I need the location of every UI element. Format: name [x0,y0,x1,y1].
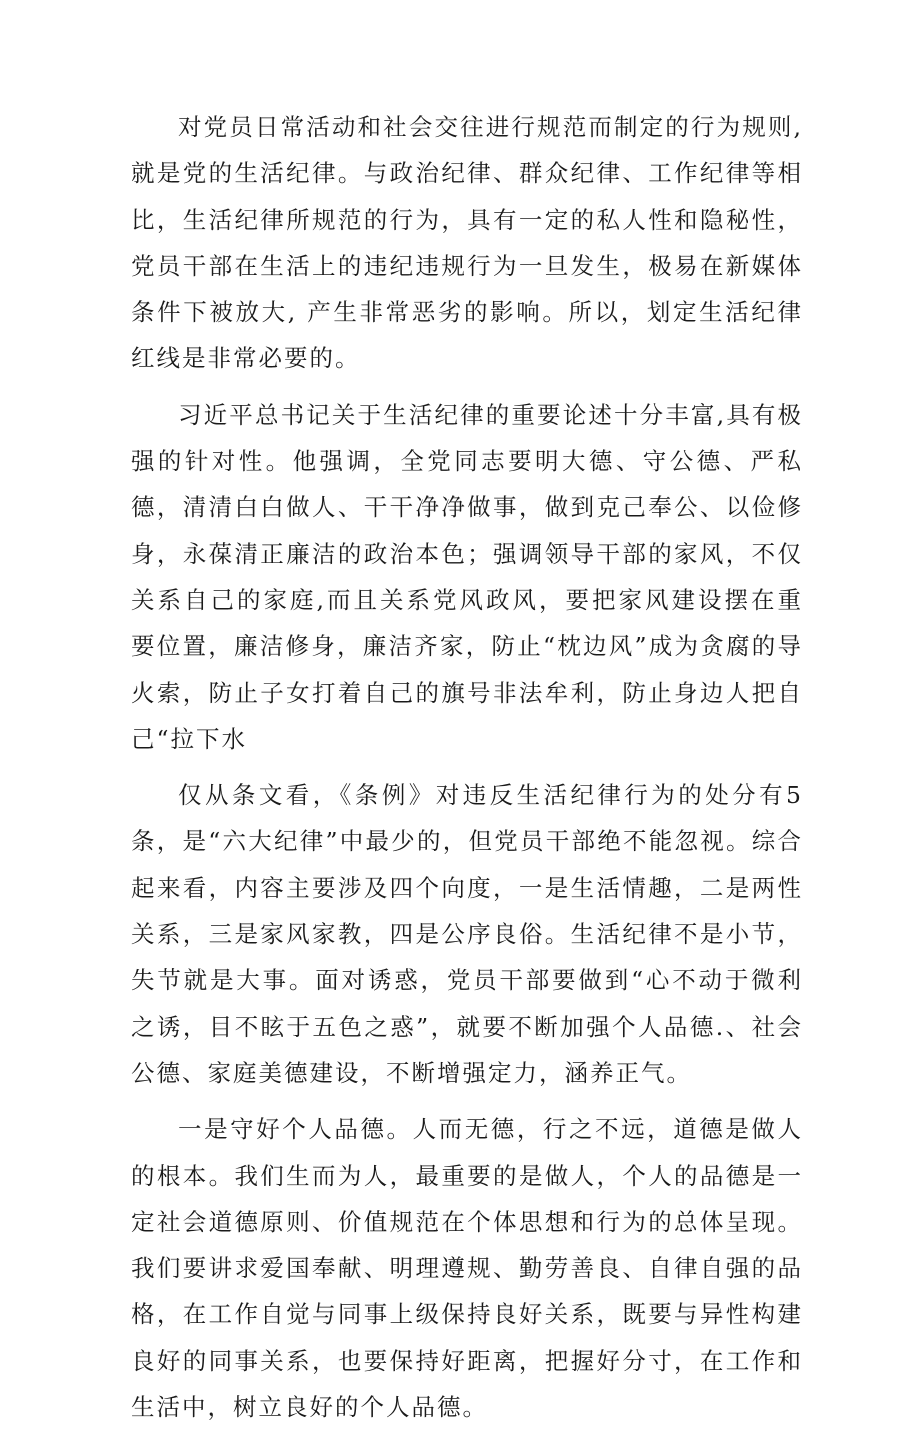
paragraph-xi-remarks: 习近平总书记关于生活纪律的重要论述十分丰富,具有极强的针对性。他强调，全党同志要明大德、守公德、严私德，清清白白做人、干干净净做事，做到克己奉公、以俭修身，永葆清正廉洁的政治本色；强调领导干部的家风，不仅关系自己的家庭,而且关系党风政风，要把家风建设摆在重要位置，廉洁修身，廉洁齐家，防止“枕边风”成为贪腐的导火索，防止子女打着自己的旗号非法牟利，防止身边人把自己“拉下水 [131,400,803,753]
paragraph-regulation-articles: 仅从条文看，《条例》对违反生活纪律行为的处分有5条，是“六大纪律”中最少的，但党员干部绝不能忽视。综合起来看，内容主要涉及四个向度，一是生活情趣，二是两性关系，三是家风家教，四是公序良俗。生活纪律不是小节，失节就是大事。面对诱惑，党员干部要做到“心不动于微利之诱，目不眩于五色之惑”，就要不断加强个人品德.、社会公德、家庭美德建设，不断增强定力，涵养正气。 [131,781,803,1087]
paragraph-life-discipline-definition: 对党员日常活动和社会交往进行规范而制定的行为规则,就是党的生活纪律。与政治纪律、群众纪律、工作纪律等相比，生活纪律所规范的行为，具有一定的私人性和隐秘性，党员干部在生活上的违纪违规行为一旦发生，极易在新媒体条件下被放大, 产生非常恶劣的影响。所以，划定生活纪律红线是非常必要的。 [131,113,803,373]
paragraph-personal-morality: 一是守好个人品德。人而无德，行之不远，道德是做人的根本。我们生而为人，最重要的是做人，个人的品德是一定社会道德原则、价值规范在个体思想和行为的总体呈现。我们要讲求爱国奉献、明理遵规、勤劳善良、自律自强的品格，在工作自觉与同事上级保持良好关系，既要与异性构建良好的同事关系，也要保持好距离，把握好分寸，在工作和生活中，树立良好的个人品德。 [131,1115,803,1422]
